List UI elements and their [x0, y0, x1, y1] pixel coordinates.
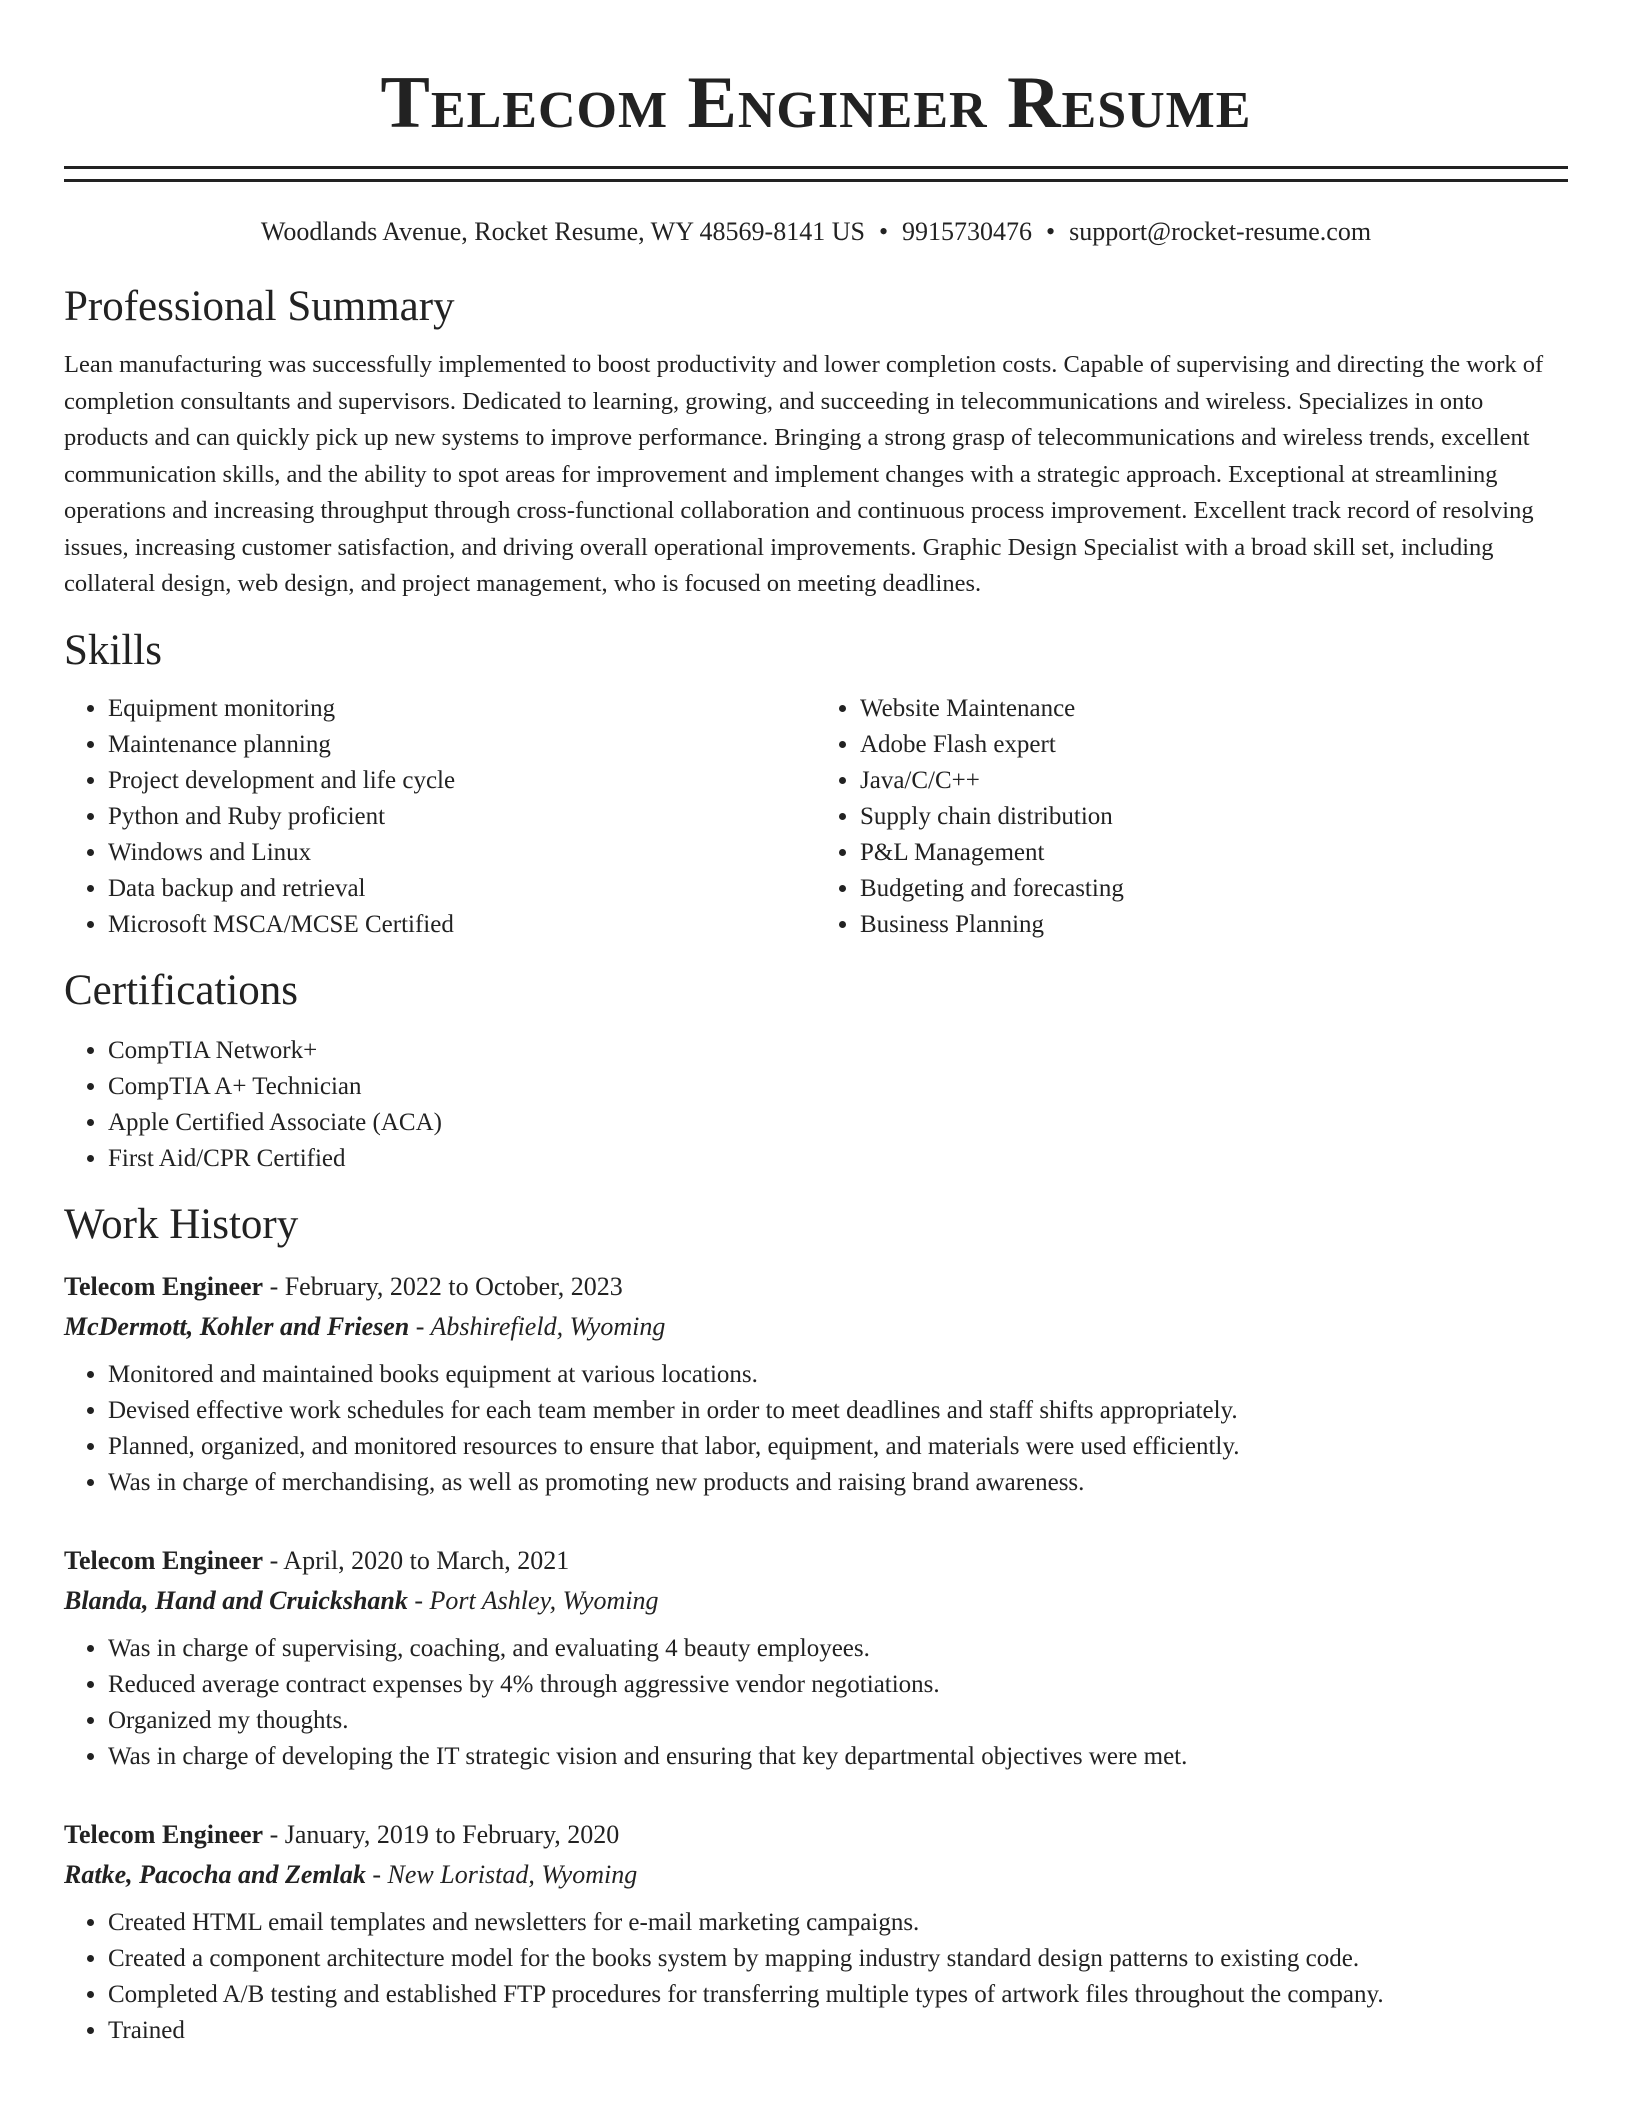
job-dates: - April, 2020 to March, 2021: [269, 1545, 570, 1575]
job-title: Telecom Engineer: [64, 1545, 264, 1575]
job-title-line: [64, 1815, 1568, 1855]
skill-item: • Java/C/C++: [860, 763, 1568, 799]
contact-address: Woodlands Avenue, Rocket Resume, WY 48569-8141 US: [260, 217, 865, 246]
skill-item: • Project development and life cycle: [108, 763, 816, 799]
job-entry: [64, 1815, 1568, 2049]
summary-heading: Professional Summary: [64, 283, 455, 330]
job-title: Telecom Engineer: [64, 1819, 264, 1849]
skill-item: • Business Planning: [860, 907, 1568, 943]
certification-item: • CompTIA A+ Technician: [108, 1069, 1568, 1105]
job-company-line: [64, 1581, 1568, 1621]
job-bullet: • Monitored and maintained books equipment at various locations.: [108, 1357, 1568, 1393]
job-bullets: [64, 1905, 1568, 2049]
job-bullet: • Completed A/B testing and established FTP procedures for transferring multiple types of artwork files throughout the company.: [108, 1977, 1568, 2013]
skill-item: • Website Maintenance: [860, 691, 1568, 727]
job-bullets: [64, 1631, 1568, 1775]
certification-item: • Apple Certified Associate (ACA): [108, 1105, 1568, 1141]
work-history-section: [64, 1197, 1568, 2049]
skills-heading: Skills: [64, 626, 162, 674]
job-dates: - January, 2019 to February, 2020: [269, 1819, 620, 1849]
skill-item: • Budgeting and forecasting: [860, 871, 1568, 907]
work-history-heading: Work History: [64, 1200, 299, 1248]
certifications-heading: Certifications: [64, 966, 299, 1014]
summary-section: [64, 279, 1568, 603]
job-company: Blanda, Hand and Cruickshank: [64, 1585, 408, 1615]
job-bullets: [64, 1357, 1568, 1501]
job-bullet: • Created HTML email templates and newsletters for e-mail marketing campaigns.: [108, 1905, 1568, 1941]
certification-item: • First Aid/CPR Certified: [108, 1141, 1568, 1177]
job-title-line: [64, 1541, 1568, 1581]
skill-item: • Python and Ruby proficient: [108, 799, 816, 835]
job-company: Ratke, Pacocha and Zemlak: [64, 1859, 366, 1889]
skill-item: • Data backup and retrieval: [108, 871, 816, 907]
job-entry: [64, 1267, 1568, 1501]
job-company-line: [64, 1855, 1568, 1895]
job-location: - New Loristad, Wyoming: [372, 1859, 638, 1889]
contact-line: [64, 215, 1568, 249]
certification-item: • CompTIA Network+: [108, 1033, 1568, 1069]
job-location: - Port Ashley, Wyoming: [414, 1585, 659, 1615]
contact-phone: 9915730476: [902, 217, 1033, 246]
skill-item: • Maintenance planning: [108, 727, 816, 763]
skill-item: • Adobe Flash expert: [860, 727, 1568, 763]
skill-item: • Windows and Linux: [108, 835, 816, 871]
job-company-line: [64, 1307, 1568, 1347]
job-company: McDermott, Kohler and Friesen: [64, 1311, 410, 1341]
contact-separator: •: [1046, 217, 1056, 246]
job-title-line: [64, 1267, 1568, 1307]
job-dates: - February, 2022 to October, 2023: [269, 1271, 623, 1301]
job-bullet: • Was in charge of developing the IT strategic vision and ensuring that key departmental objectives were met.: [108, 1739, 1568, 1775]
job-bullet: • Devised effective work schedules for each team member in order to meet deadlines and staff shifts appropriately.: [108, 1393, 1568, 1429]
skills-grid: [64, 691, 1568, 943]
certifications-section: [64, 963, 1568, 1177]
skill-item: • P&L Management: [860, 835, 1568, 871]
summary-text: Lean manufacturing was successfully implemented to boost productivity and lower completion costs. Capable of supervising and directing the work of completion consultants and supervisors. Dedicated to learning, growing, and succeeding in telecommunications and wireless. Specializes in onto products and can quickly pick up new systems to improve performance. Bringing a strong grasp of telecommunications and wireless trends, excellent communication skills, and the ability to spot areas for improvement and implement changes with a strategic approach. Exceptional at streamlining operations and increasing throughput through cross-functional collaboration and continuous process improvement. Excellent track record of resolving issues, increasing customer satisfaction, and driving overall operational improvements. Graphic Design Specialist with a broad skill set, including collateral design, web design, and project management, who is focused on meeting deadlines.: [64, 351, 1544, 597]
skill-item: • Supply chain distribution: [860, 799, 1568, 835]
job-entry: [64, 1541, 1568, 1775]
skills-section: [64, 623, 1568, 943]
skill-item: • Microsoft MSCA/MCSE Certified: [108, 907, 816, 943]
resume-title: Telecom Engineer Resume: [380, 62, 1252, 144]
job-bullet: • Trained: [108, 2013, 1568, 2049]
job-bullet: • Planned, organized, and monitored resources to ensure that labor, equipment, and materials were used efficiently.: [108, 1429, 1568, 1465]
job-bullet: • Organized my thoughts.: [108, 1703, 1568, 1739]
skills-list-left: [64, 691, 816, 943]
job-bullet: • Created a component architecture model for the books system by mapping industry standard design patterns to existing code.: [108, 1941, 1568, 1977]
skill-item: • Equipment monitoring: [108, 691, 816, 727]
contact-email: support@rocket-resume.com: [1069, 217, 1372, 246]
job-bullet: • Reduced average contract expenses by 4% through aggressive vendor negotiations.: [108, 1667, 1568, 1703]
certifications-list: [64, 1033, 1568, 1177]
job-location: - Abshirefield, Wyoming: [415, 1311, 666, 1341]
skills-list-right: [816, 691, 1568, 943]
job-title: Telecom Engineer: [64, 1271, 264, 1301]
job-bullet: • Was in charge of merchandising, as well as promoting new products and raising brand awareness.: [108, 1465, 1568, 1501]
job-bullet: • Was in charge of supervising, coaching, and evaluating 4 beauty employees.: [108, 1631, 1568, 1667]
title-double-rule: [64, 166, 1568, 182]
contact-separator: •: [878, 217, 889, 246]
